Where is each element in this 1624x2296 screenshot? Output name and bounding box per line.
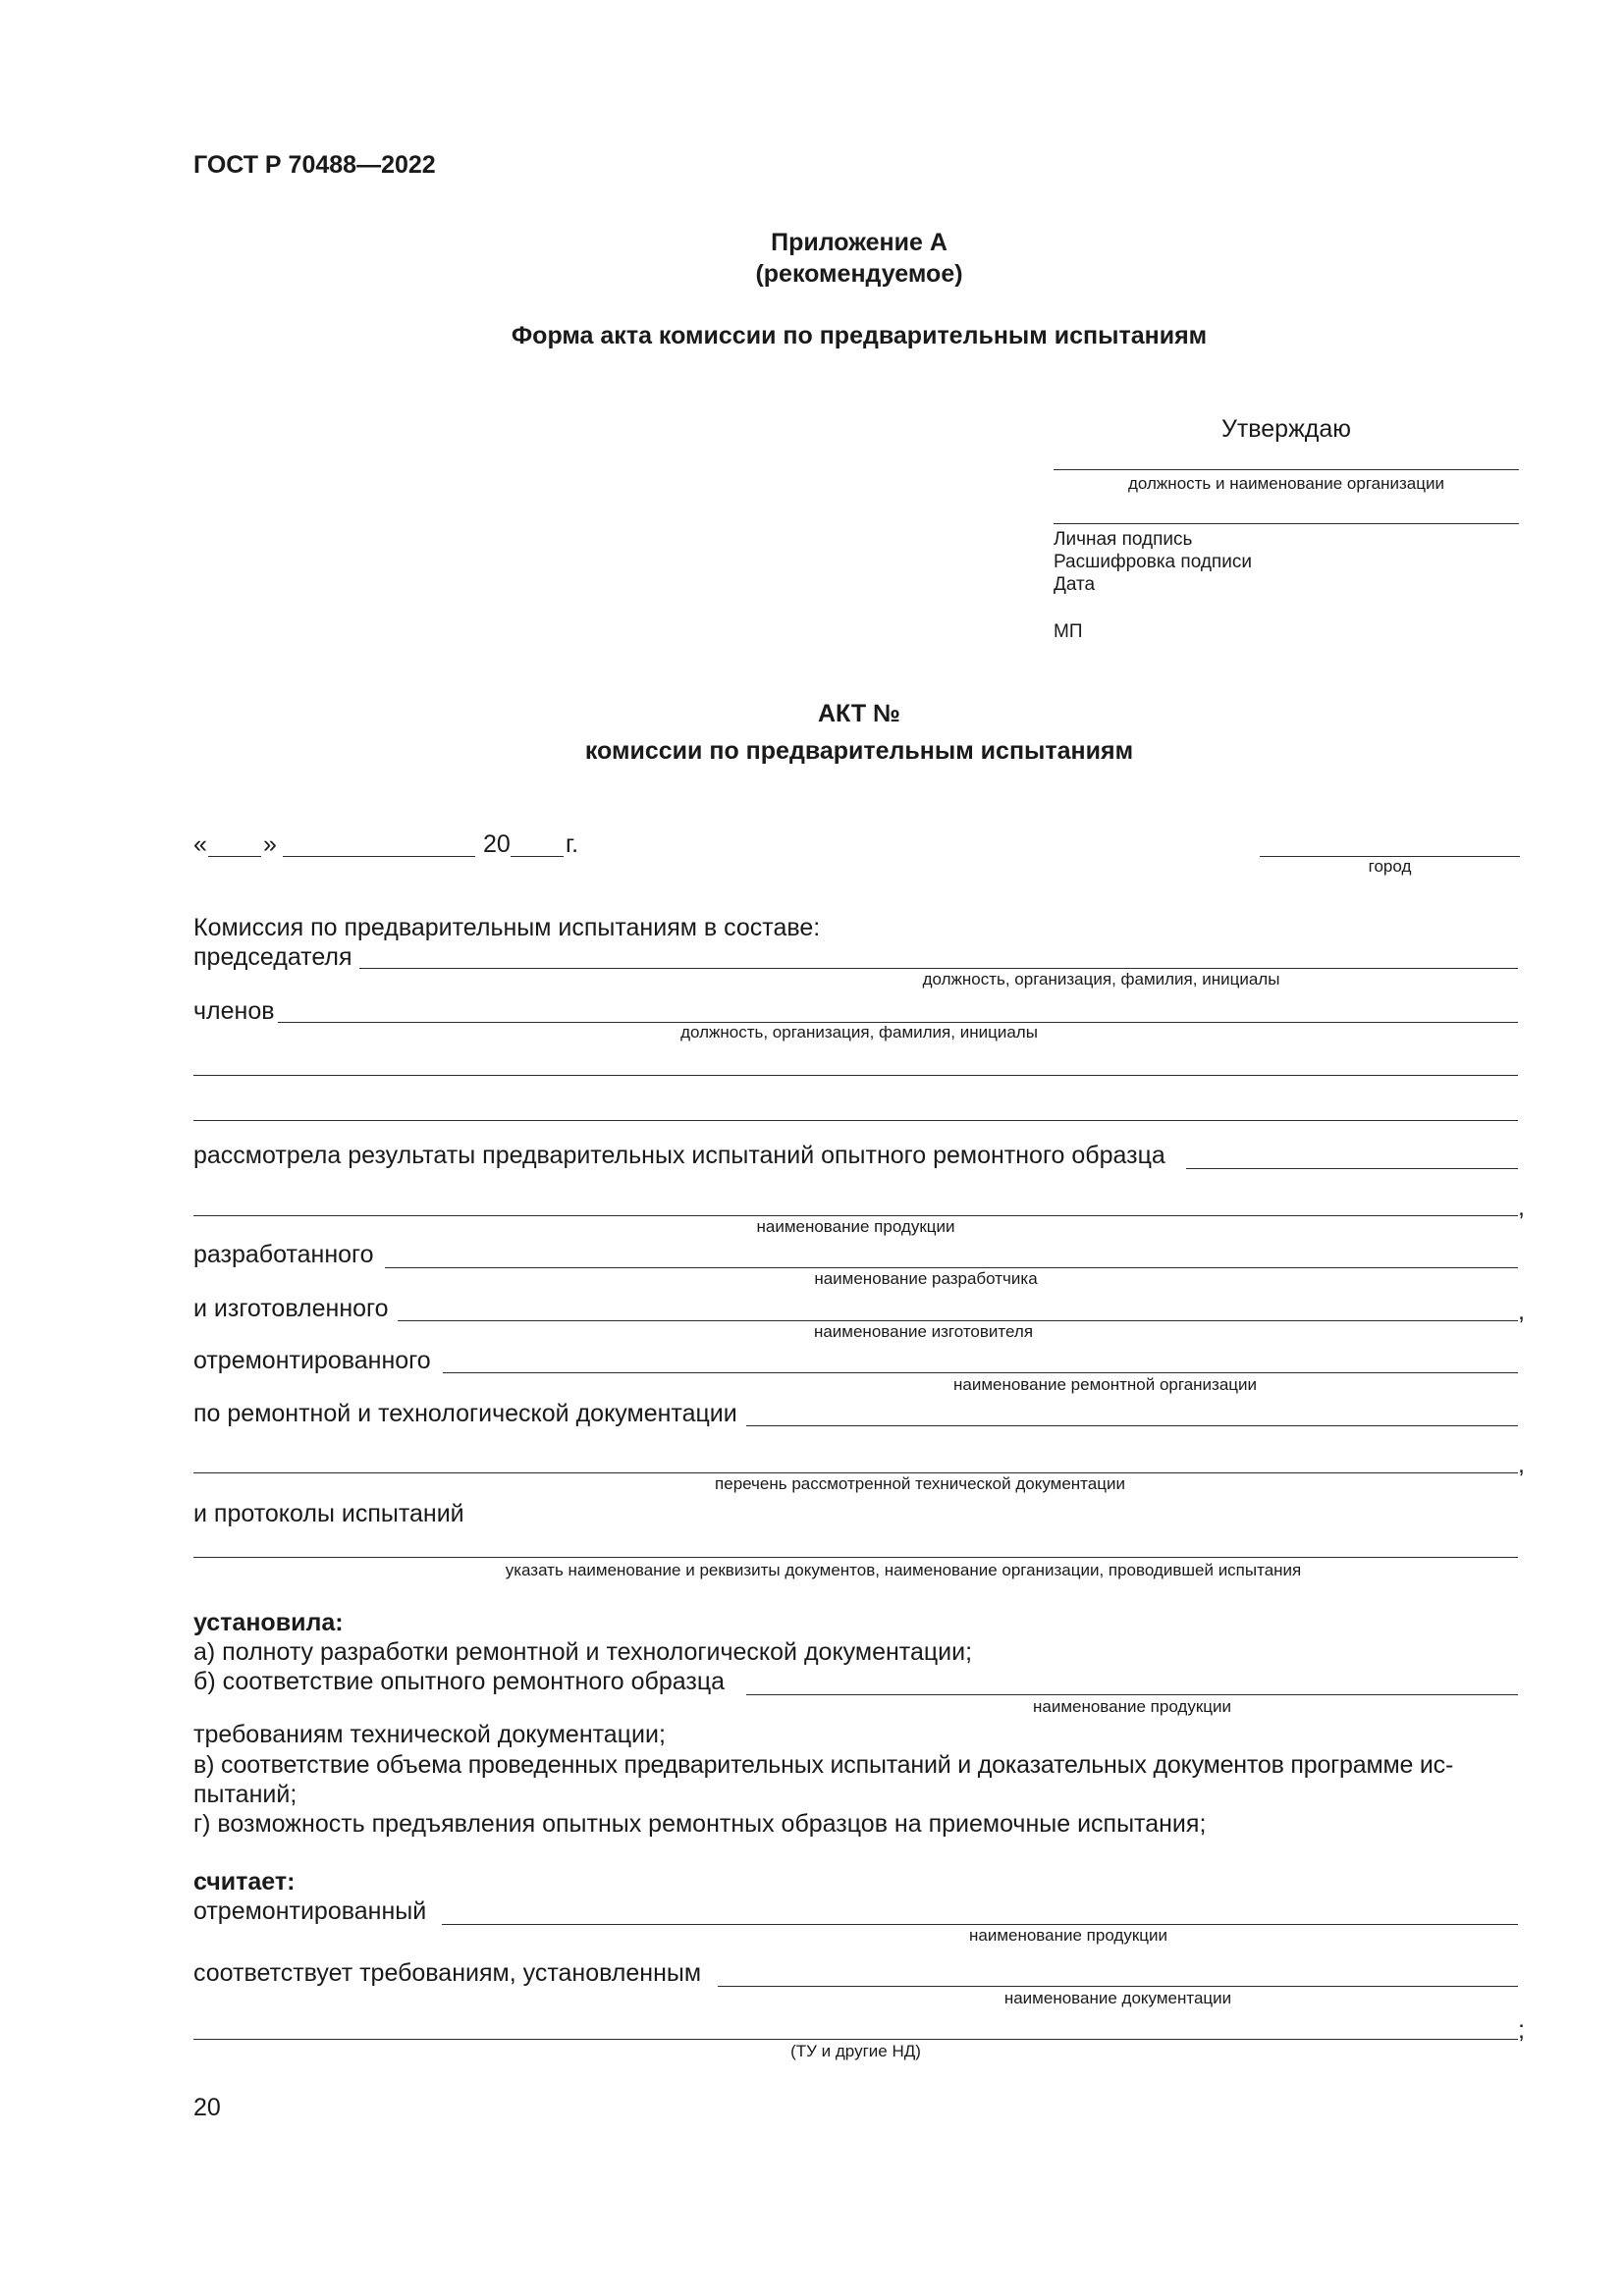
established-b-line xyxy=(746,1694,1518,1695)
members-extra-line-1 xyxy=(193,1075,1518,1076)
date-year-suffix: г. xyxy=(566,830,579,858)
members-label: членов xyxy=(193,997,275,1025)
form-title: Форма акта комиссии по предварительным испытаниям xyxy=(511,322,1208,349)
established-heading: установила: xyxy=(193,1609,344,1636)
review-line-blank xyxy=(1186,1168,1518,1169)
developer-line xyxy=(385,1267,1518,1268)
established-item-b: б) соответствие опытного ремонтного образца xyxy=(193,1668,726,1695)
established-b-cont: требованиям технической документации; xyxy=(193,1721,666,1748)
date-year-prefix: 20 xyxy=(483,830,511,858)
date-month-line xyxy=(283,856,475,857)
product-line-comma: , xyxy=(1518,1194,1525,1221)
repair-org-line xyxy=(443,1372,1518,1373)
product-caption: наименование продукции xyxy=(756,1217,955,1236)
chair-line xyxy=(359,968,1518,969)
protocols-caption: указать наименование и реквизиты документов, наименование организации, проводившей испытания xyxy=(505,1561,1302,1579)
considers-product-line xyxy=(442,1924,1518,1925)
standard-code: ГОСТ Р 70488—2022 xyxy=(193,151,436,179)
approval-signature-line xyxy=(1054,523,1519,524)
developed-label: разработанного xyxy=(193,1241,374,1268)
docs-label: по ремонтной и технологической документации xyxy=(193,1400,737,1427)
considers-product-caption: наименование продукции xyxy=(968,1926,1167,1945)
docs-comma: , xyxy=(1518,1451,1525,1478)
page-number: 20 xyxy=(193,2094,221,2121)
considers-repaired-label: отремонтированный xyxy=(193,1897,427,1925)
date-day-line xyxy=(208,856,261,857)
appendix-title: Приложение А xyxy=(771,229,947,256)
considers-tu-caption: (ТУ и другие НД) xyxy=(790,2042,921,2060)
commission-intro: Комиссия по предварительным испытаниям в составе: xyxy=(193,914,821,941)
date-close-quote: » xyxy=(263,830,277,858)
approval-position-line xyxy=(1054,469,1519,470)
protocols-line xyxy=(193,1557,1518,1558)
developer-caption: наименование разработчика xyxy=(814,1269,1038,1288)
established-item-a: а) полноту разработки ремонтной и технологической документации; xyxy=(193,1638,973,1666)
act-subtitle: комиссии по предварительным испытаниям xyxy=(584,737,1134,765)
review-line: рассмотрела результаты предварительных испытаний опытного ремонтного образца xyxy=(193,1142,1165,1169)
considers-semicolon: ; xyxy=(1518,2016,1525,2044)
product-line xyxy=(193,1215,1518,1216)
appendix-status: (рекомендуемое) xyxy=(755,260,963,288)
members-caption: должность, организация, фамилия, инициалы xyxy=(680,1023,1038,1041)
repair-org-caption: наименование ремонтной организации xyxy=(952,1375,1258,1394)
considers-heading: считает: xyxy=(193,1868,296,1896)
manufactured-label: и изготовленного xyxy=(193,1295,389,1322)
approval-stamp: МП xyxy=(1054,621,1083,642)
considers-doc-line xyxy=(718,1986,1518,1987)
city-caption: город xyxy=(1368,857,1412,876)
date-year-line xyxy=(511,856,564,857)
date-open-quote: « xyxy=(193,830,207,858)
approval-date: Дата xyxy=(1054,574,1096,595)
considers-complies-label: соответствует требованиям, установленным xyxy=(193,1959,702,1987)
established-item-v: в) соответствие объема проведенных предварительных испытаний и доказательных документов программе ис- xyxy=(193,1751,1454,1779)
considers-doc-caption: наименование документации xyxy=(1003,1989,1232,2007)
established-b-caption: наименование продукции xyxy=(1032,1697,1231,1716)
approval-signature-decode: Расшифровка подписи xyxy=(1054,552,1252,572)
established-item-g: г) возможность предъявления опытных ремонтных образцов на приемочные испытания; xyxy=(193,1810,1207,1838)
considers-tu-line xyxy=(193,2039,1518,2040)
approval-signature: Личная подпись xyxy=(1054,529,1193,550)
protocols-label: и протоколы испытаний xyxy=(193,1500,464,1527)
manufacturer-line xyxy=(398,1320,1518,1321)
members-extra-line-2 xyxy=(193,1120,1518,1121)
established-v-cont: пытаний; xyxy=(193,1781,298,1808)
approval-position-caption: должность и наименование организации xyxy=(1128,474,1444,493)
docs-line-2 xyxy=(193,1472,1518,1473)
chair-label: председателя xyxy=(193,943,352,971)
act-title: АКТ № xyxy=(817,700,901,727)
docs-line-1 xyxy=(746,1425,1518,1426)
repaired-label: отремонтированного xyxy=(193,1347,431,1374)
chair-caption: должность, организация, фамилия, инициалы xyxy=(922,970,1280,988)
docs-caption: перечень рассмотренной технической документации xyxy=(715,1474,1125,1493)
manufacturer-caption: наименование изготовителя xyxy=(813,1322,1034,1341)
approval-heading: Утверждаю xyxy=(1220,415,1352,443)
manufacturer-comma: , xyxy=(1518,1298,1525,1325)
